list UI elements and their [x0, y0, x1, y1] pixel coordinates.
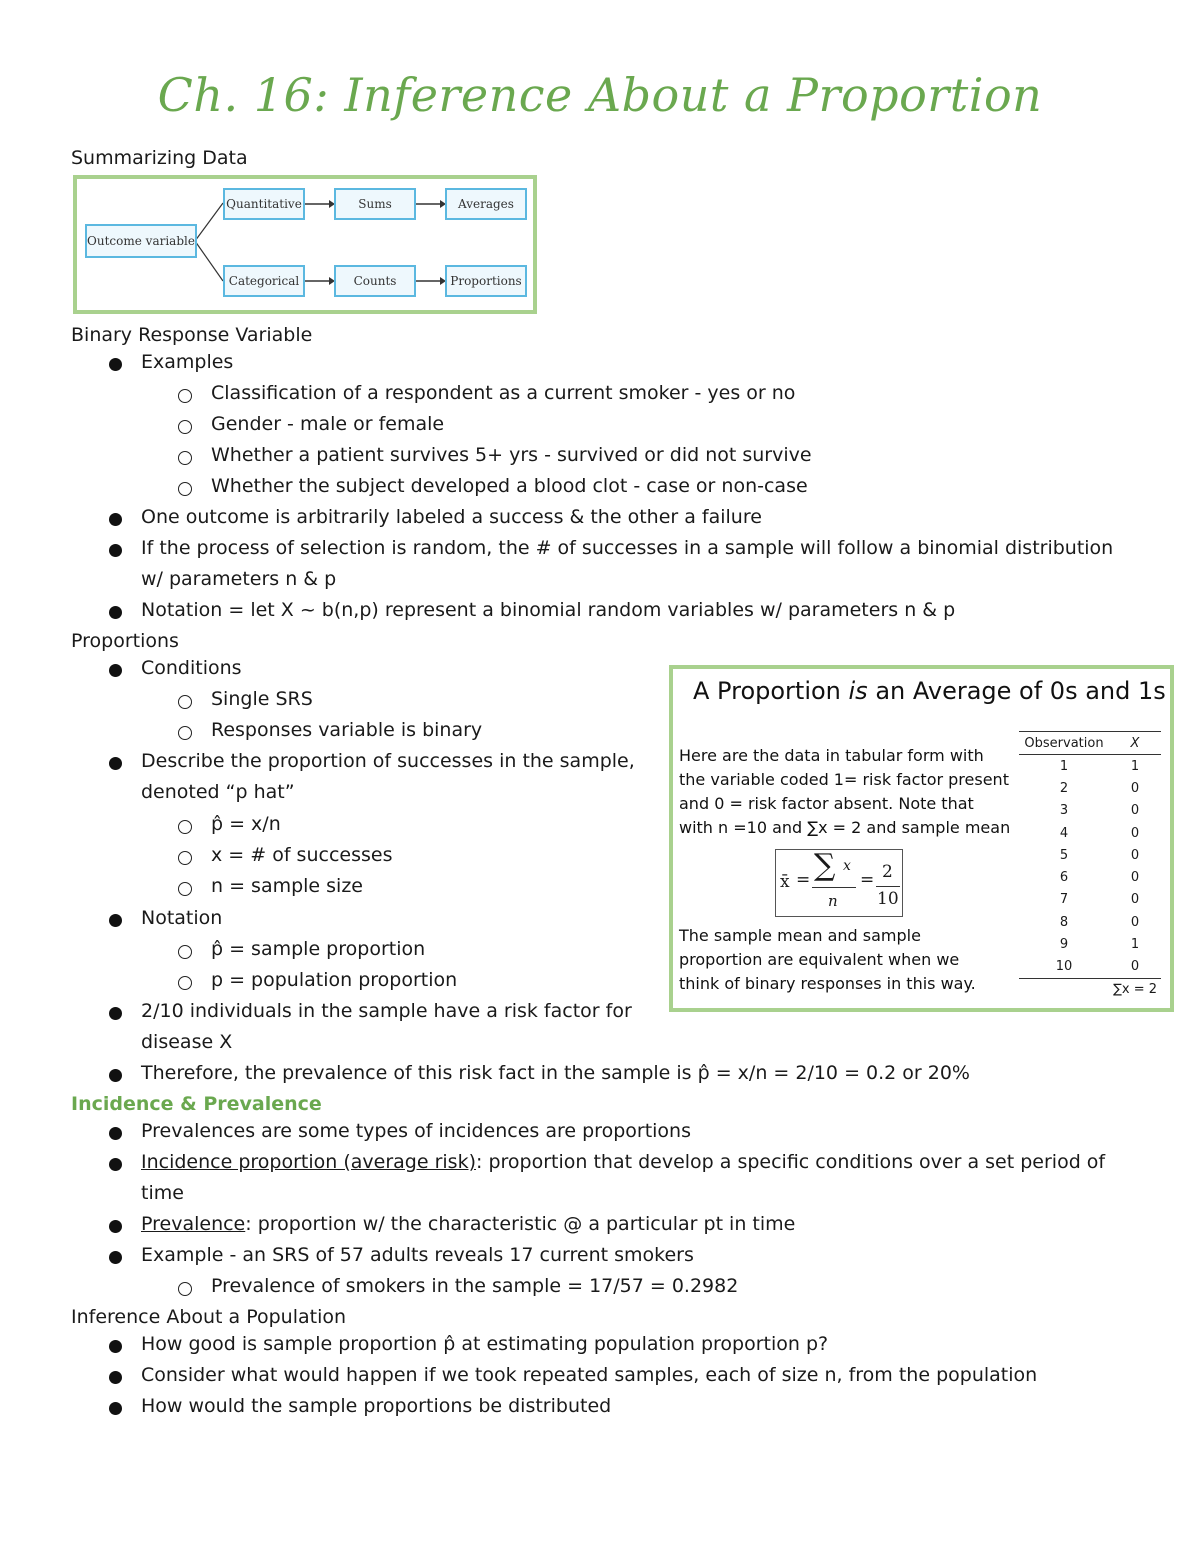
individuals-line1: 2/10 individuals in the sample have a risk factor for: [141, 1000, 632, 1022]
condition-item: Single SRS: [211, 688, 313, 710]
bullet: [109, 606, 122, 619]
observation-number: 8: [1059, 914, 1069, 930]
bullet: [109, 1220, 122, 1233]
inference-heading: Inference About a Population: [71, 1306, 347, 1328]
observation-row: [1019, 777, 1161, 799]
bullet: [109, 513, 122, 526]
sub-bullet: [178, 882, 192, 896]
proportions-heading: Proportions: [71, 630, 179, 652]
observation-row: [1019, 911, 1161, 933]
observation-value: 0: [1130, 959, 1140, 975]
counts-box: Counts: [334, 265, 416, 297]
sub-bullet: [178, 420, 192, 434]
observation-number: 5: [1059, 847, 1069, 863]
incidence-definition-line2: time: [141, 1182, 184, 1204]
panel-conclusion: The sample mean and sample proportion are equivalent when we think of binary responses in this way.: [679, 926, 976, 993]
therefore-text: Therefore, the prevalence of this risk fact in the sample is p̂ = x/n = 2/10 = 0.2 or 20%: [141, 1062, 970, 1084]
notation-text: Notation = let X ~ b(n,p) represent a binomial random variables w/ parameters n & p: [141, 599, 956, 621]
proportions-box: Proportions: [445, 265, 527, 297]
bullet: [109, 1402, 122, 1415]
sub-bullet: [178, 851, 192, 865]
describe-item: x = # of successes: [211, 844, 393, 866]
observation-number: 7: [1059, 892, 1069, 908]
observation-row: [1019, 844, 1161, 866]
examples-label: Examples: [141, 351, 234, 373]
incidence-definition: Incidence proportion (average risk): proportion that develop a specific conditions over a set period of: [141, 1151, 1106, 1173]
binomial-text-line2: w/ parameters n & p: [141, 568, 337, 590]
bullet: [109, 358, 122, 371]
example-item: Whether the subject developed a blood clot - case or non-case: [211, 475, 808, 497]
observation-number: 1: [1059, 758, 1069, 774]
binomial-text-line1: If the process of selection is random, the # of successes in a sample will follow a binomial distribution: [141, 537, 1114, 559]
observation-value: 1: [1130, 937, 1140, 953]
observation-number: 9: [1059, 937, 1069, 953]
observation-value: 0: [1130, 825, 1140, 841]
sums-box: Sums: [334, 188, 416, 220]
observation-sum: ∑x = 2: [1019, 978, 1161, 1001]
smoker-example: Example - an SRS of 57 adults reveals 17 current smokers: [141, 1244, 694, 1266]
sub-bullet: [178, 976, 192, 990]
prevalence-definition: Prevalence: proportion w/ the characteristic @ a particular pt in time: [141, 1213, 796, 1235]
observation-value: 0: [1130, 870, 1140, 886]
observation-value: 0: [1130, 803, 1140, 819]
prevalence-types-text: Prevalences are some types of incidences are proportions: [141, 1120, 691, 1142]
summarizing-heading: Summarizing Data: [71, 147, 248, 169]
observation-number: 4: [1059, 825, 1069, 841]
bullet: [109, 1371, 122, 1384]
sub-bullet: [178, 820, 192, 834]
example-item: Gender - male or female: [211, 413, 445, 435]
observation-value: 0: [1130, 780, 1140, 796]
bullet: [109, 544, 122, 557]
describe-item: p̂ = x/n: [211, 813, 281, 835]
observation-number: 10: [1055, 959, 1073, 975]
observation-value: 0: [1130, 847, 1140, 863]
observation-number: 3: [1059, 803, 1069, 819]
observation-value: 0: [1130, 892, 1140, 908]
example-item: Whether a patient survives 5+ yrs - survived or did not survive: [211, 444, 812, 466]
observation-row: [1019, 866, 1161, 888]
observation-row: [1019, 933, 1161, 955]
example-item: Classification of a respondent as a current smoker - yes or no: [211, 382, 796, 404]
panel-title: A Proportion is an Average of 0s and 1s: [693, 677, 1166, 705]
inference-item: How good is sample proportion p̂ at estimating population proportion p?: [141, 1333, 829, 1355]
sub-bullet: [178, 451, 192, 465]
observation-number: 2: [1059, 780, 1069, 796]
bullet: [109, 1340, 122, 1353]
sub-bullet: [178, 945, 192, 959]
panel-description: Here are the data in tabular form with the variable coded 1= risk factor present and 0 = risk factor absent. Note that with n =10 and ∑x = 2 and sample mean: [679, 746, 1011, 837]
bullet: [109, 664, 122, 677]
bullet: [109, 1251, 122, 1264]
observation-number: 6: [1059, 870, 1069, 886]
conditions-label: Conditions: [141, 657, 242, 679]
observation-value: 0: [1130, 914, 1140, 930]
sub-bullet: [178, 482, 192, 496]
quantitative-box: Quantitative: [223, 188, 305, 220]
bullet: [109, 1127, 122, 1140]
describe-item: n = sample size: [211, 875, 363, 897]
notation-label: Notation: [141, 907, 223, 929]
page-title: Ch. 16: Inference About a Proportion: [157, 68, 1043, 122]
smoker-prevalence: Prevalence of smokers in the sample = 17/57 = 0.2982: [211, 1275, 739, 1297]
bullet: [109, 1069, 122, 1082]
bullet: [109, 757, 122, 770]
observation-row: [1019, 822, 1161, 844]
sub-bullet: [178, 726, 192, 740]
observation-row: [1019, 755, 1161, 777]
notation-item: p = population proportion: [211, 969, 458, 991]
observation-value: 1: [1130, 758, 1140, 774]
sample-mean-formula: x̄ = ∑ x n = 2 10: [775, 849, 903, 917]
bullet: [109, 914, 122, 927]
bullet: [109, 1007, 122, 1020]
success-failure-text: One outcome is arbitrarily labeled a success & the other a failure: [141, 506, 762, 528]
observation-row: [1019, 889, 1161, 911]
incidence-heading: Incidence & Prevalence: [71, 1093, 322, 1115]
notation-item: p̂ = sample proportion: [211, 938, 426, 960]
proportion-average-panel: [669, 665, 1174, 1012]
inference-item: How would the sample proportions be distributed: [141, 1395, 612, 1417]
sub-bullet: [178, 695, 192, 709]
observation-row: [1019, 800, 1161, 822]
categorical-box: Categorical: [223, 265, 305, 297]
describe-line2: denoted “p hat”: [141, 781, 295, 803]
binary-heading: Binary Response Variable: [71, 324, 313, 346]
bullet: [109, 1158, 122, 1171]
outcome-variable-box: Outcome variable: [85, 224, 197, 258]
sub-bullet: [178, 389, 192, 403]
observation-table-header: Observation X: [1019, 731, 1161, 755]
describe-line1: Describe the proportion of successes in the sample,: [141, 750, 635, 772]
outcome-flow-diagram: [73, 175, 537, 314]
inference-item: Consider what would happen if we took repeated samples, each of size n, from the population: [141, 1364, 1038, 1386]
individuals-line2: disease X: [141, 1031, 233, 1053]
condition-item: Responses variable is binary: [211, 719, 483, 741]
observation-row: [1019, 956, 1161, 978]
observation-table: [1019, 731, 1161, 1001]
averages-box: Averages: [445, 188, 527, 220]
sub-bullet: [178, 1282, 192, 1296]
